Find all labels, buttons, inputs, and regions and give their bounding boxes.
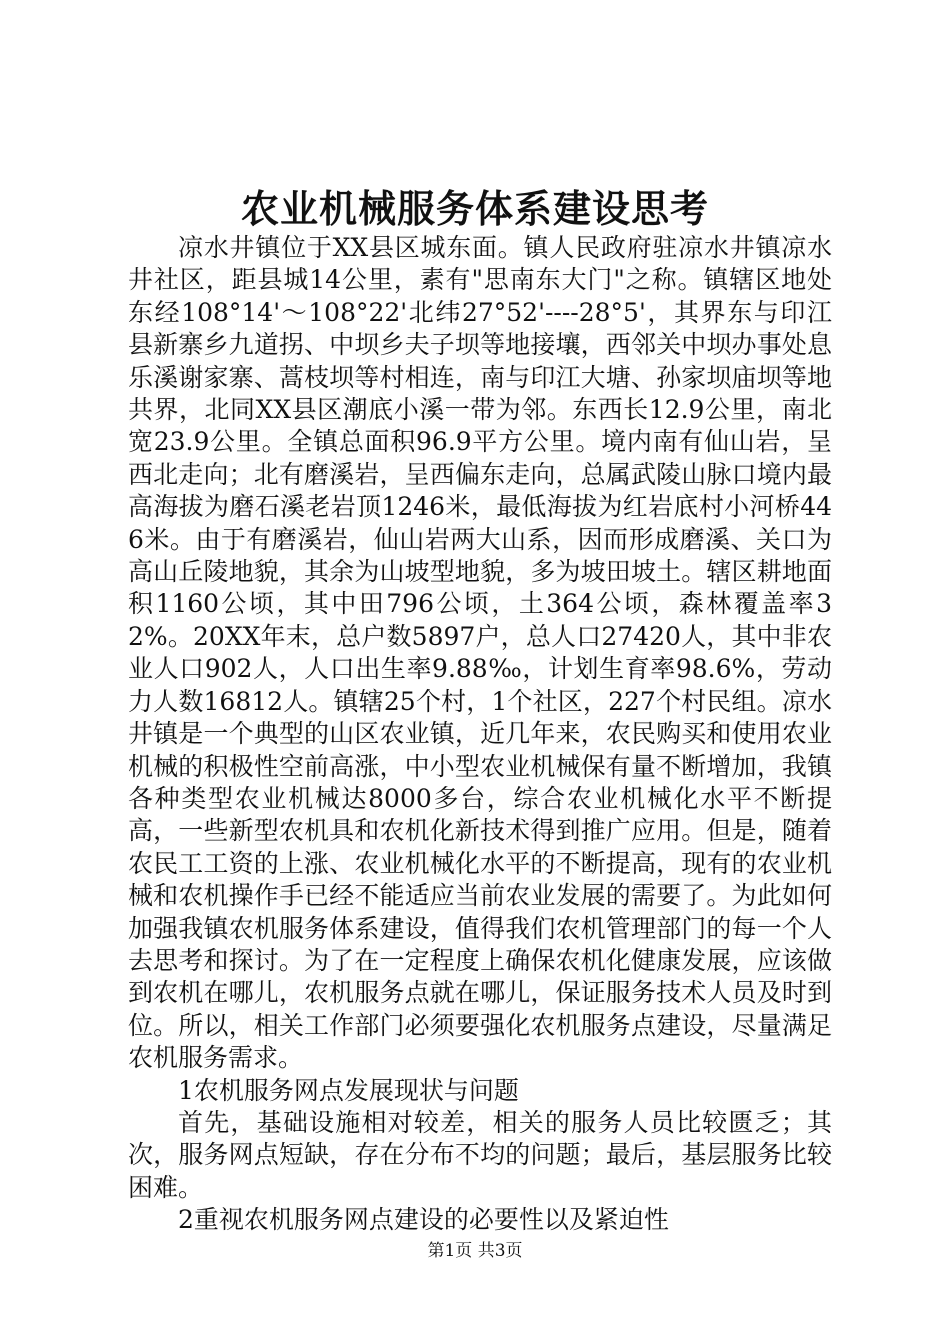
section-heading-1: 1农机服务网点发展现状与问题: [178, 1075, 519, 1105]
paragraph-intro: 凉水井镇位于XX县区城东面。镇人民政府驻凉水井镇凉水井社区，距县城14公里，素有"思南东大门"之称。镇辖区地处东经108°14'～108°22'北纬27°52'----28°5'，其界东与印江县新寨乡九道拐、中坝乡夫子坝等地接壤，西邻关中坝办事处息乐溪谢家寨、蒿枝坝等村相连，南与印江大塘、孙家坝庙坝等地共界，北同XX县区潮底小溪一带为邻。东西长12.9公里，南北宽23.9公里。全镇总面积96.9平方公里。境内南有仙山岩，呈西北走向；北有磨溪岩，呈西偏东走向，总属武陵山脉口境内最高海拔为磨石溪老岩顶1246米，最低海拔为红岩底村小河桥446米。由于有磨溪岩，仙山岩两大山系，因而形成磨溪、关口为高山丘陵地貌，其余为山坡型地貌，多为坡田坡土。辖区耕地面积1160公顷，其中田796公顷，土364公顷，森林覆盖率32%。20XX年末，总户数5897户，总人口27420人，其中非农业人口902人，人口出生率9.88‰，计划生育率98.6%，劳动力人数16812人。镇辖25个村，1个社区，227个村民组。凉水井镇是一个典型的山区农业镇，近几年来，农民购买和使用农业机械的积极性空前高涨，中小型农业机械保有量不断增加，我镇各种类型农业机械达8000多台，综合农业机械化水平不断提高，一些新型农机具和农机化新技术得到推广应用。但是，随着农民工工资的上涨、农业机械化水平的不断提高，现有的农业机械和农机操作手已经不能适应当前农业发展的需要了。为此如何加强我镇农机服务体系建设，值得我们农机管理部门的每一个人去思考和探讨。为了在一定程度上确保农机化健康发展，应该做到农机在哪儿，农机服务点就在哪儿，保证服务技术人员及时到位。所以，相关工作部门必须要强化农机服务点建设，尽量满足农机服务需求。: [128, 233, 832, 1073]
paragraph-section-1: 首先，基础设施相对较差，相关的服务人员比较匮乏；其次，服务网点短缺，存在分布不均的问题；最后，基层服务比较困难。: [128, 1107, 832, 1202]
section-heading-2: 2重视农机服务网点建设的必要性以及紧迫性: [178, 1205, 669, 1235]
document-body: [128, 232, 832, 1237]
page-footer: 第1页 共3页: [427, 1241, 523, 1261]
document-title: 农业机械服务体系建设思考: [240, 186, 709, 231]
